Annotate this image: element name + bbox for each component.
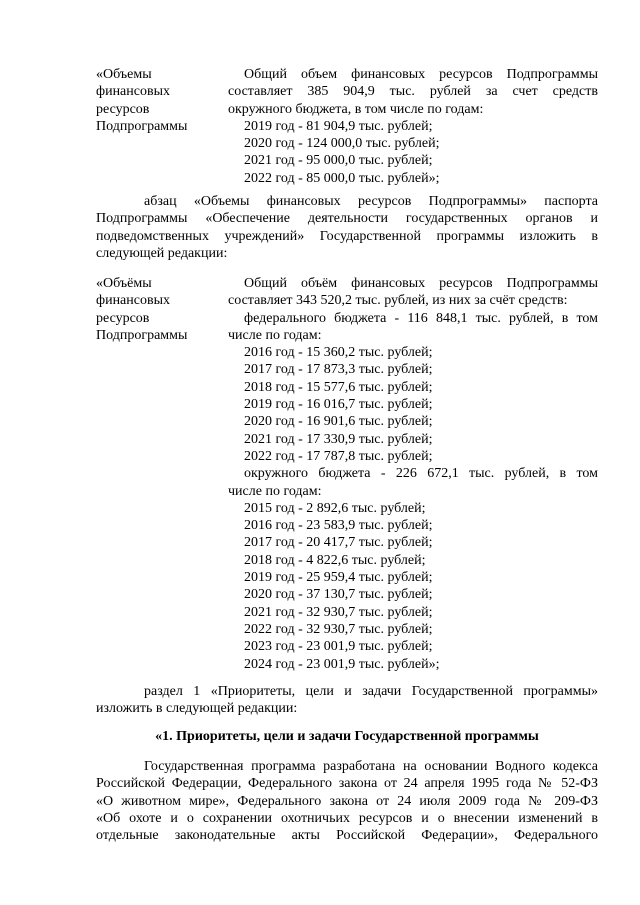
text-line: отдельные законодательные акты Российской Федерации», Федерального (96, 828, 598, 844)
text-line: числе по годам: (228, 483, 322, 499)
text-line: федерального бюджета - 116 848,1 тыс. рублей, в том (244, 310, 598, 326)
text-line: «Об охоте и о сохранении охотничьих ресурсов и о внесении изменений в (96, 810, 598, 826)
text-line: Общий объем финансовых ресурсов Подпрограммы (244, 67, 598, 82)
text-line: 2022 год - 17 787,8 тыс. рублей; (244, 448, 433, 464)
text-line: абзац «Объемы финансовых ресурсов Подпрограммы» паспорта (144, 194, 598, 209)
text-line: 2017 год - 20 417,7 тыс. рублей; (244, 535, 433, 551)
text-line: 2018 год - 4 822,6 тыс. рублей; (244, 552, 426, 568)
label-line: финансовых (96, 84, 170, 100)
text-line: 2020 год - 37 130,7 тыс. рублей; (244, 587, 433, 603)
text-line: 2020 год - 124 000,0 тыс. рублей; (244, 136, 440, 152)
text-line: изложить в следующей редакции: (96, 701, 298, 717)
text-line: окружного бюджета - 226 672,1 тыс. рублей, в том (244, 466, 598, 482)
label-line: ресурсов (96, 101, 150, 117)
label-line: ресурсов (96, 310, 150, 326)
financing-text-1 (228, 66, 598, 187)
text-line: 2020 год - 16 901,6 тыс. рублей; (244, 414, 433, 430)
text-line: 2022 год - 85 000,0 тыс. рублей»; (244, 170, 440, 186)
label-line: «Объемы (96, 67, 152, 82)
financing-text-2 (228, 275, 598, 673)
financing-label-1 (96, 66, 187, 135)
section-heading: «1. Приоритеты, цели и задачи Государственной программы (155, 729, 539, 744)
text-line: 2016 год - 15 360,2 тыс. рублей; (244, 345, 433, 361)
text-line: 2016 год - 23 583,9 тыс. рублей; (244, 518, 433, 534)
text-line: окружного бюджета, в том числе по годам: (228, 101, 484, 117)
paragraph-3 (96, 758, 598, 844)
text-line: составляет 343 520,2 тыс. рублей, из них за счёт средств: (228, 293, 568, 309)
text-line: следующей редакции: (96, 245, 228, 261)
label-line: финансовых (96, 293, 170, 309)
text-line: 2022 год - 32 930,7 тыс. рублей; (244, 621, 433, 637)
paragraph-2 (96, 683, 598, 718)
text-line: «О животном мире», Федерального закона от 24 июля 2009 года № 209-ФЗ (96, 793, 598, 809)
label-line: «Объёмы (96, 276, 152, 291)
text-line: раздел 1 «Приоритеты, цели и задачи Государственной программы» (144, 684, 598, 699)
text-line: числе по годам: (228, 327, 322, 343)
text-line: 2023 год - 23 001,9 тыс. рублей; (244, 639, 433, 655)
text-line: 2019 год - 25 959,4 тыс. рублей; (244, 570, 433, 586)
text-line: 2024 год - 23 001,9 тыс. рублей»; (244, 656, 440, 672)
text-line: 2018 год - 15 577,6 тыс. рублей; (244, 379, 433, 395)
paragraph-1 (96, 193, 598, 262)
text-line: Подпрограммы «Обеспечение деятельности государственных органов и (96, 211, 598, 227)
label-line: Подпрограммы (96, 327, 188, 343)
text-line: Государственная программа разработана на основании Водного кодекса (144, 759, 598, 774)
text-line: 2019 год - 16 016,7 тыс. рублей; (244, 397, 433, 413)
text-line: Общий объём финансовых ресурсов Подпрограммы (244, 276, 598, 291)
text-line: 2017 год - 17 873,3 тыс. рублей; (244, 362, 433, 378)
text-line: подведомственных учреждений» Государственной программы изложить в (96, 228, 598, 244)
text-line: составляет 385 904,9 тыс. рублей за счет средств (228, 84, 598, 100)
text-line: 2015 год - 2 892,6 тыс. рублей; (244, 500, 426, 516)
text-line: 2021 год - 17 330,9 тыс. рублей; (244, 431, 433, 447)
label-line: Подпрограммы (96, 118, 188, 134)
text-line: Российской Федерации, Федерального закона от 24 апреля 1995 года № 52-ФЗ (96, 776, 598, 792)
text-line: 2021 год - 95 000,0 тыс. рублей; (244, 153, 433, 169)
text-line: 2021 год - 32 930,7 тыс. рублей; (244, 604, 433, 620)
text-line: 2019 год - 81 904,9 тыс. рублей; (244, 118, 433, 134)
financing-label-2 (96, 275, 187, 344)
